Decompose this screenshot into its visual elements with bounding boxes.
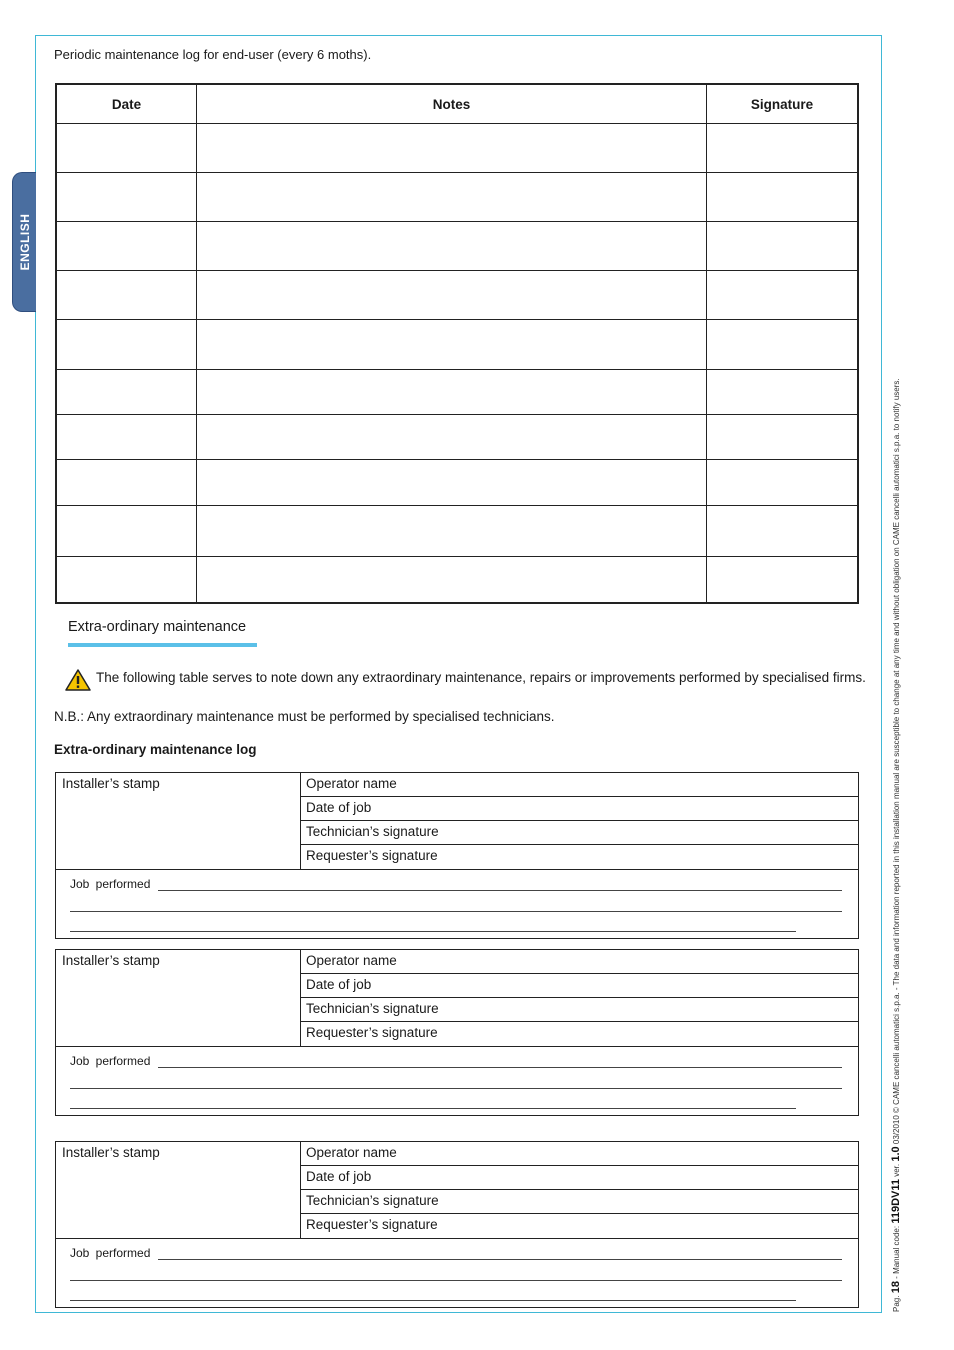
extra-log-title: Extra-ordinary maintenance log bbox=[54, 742, 257, 757]
technician-signature-field[interactable]: Technician’s signature bbox=[301, 998, 858, 1022]
page-prefix: Pag. bbox=[892, 1295, 901, 1312]
notes-cell[interactable] bbox=[197, 271, 707, 320]
technician-signature-field[interactable]: Technician’s signature bbox=[301, 1190, 858, 1214]
job-performed-area[interactable] bbox=[56, 1238, 858, 1307]
extra-maintenance-title: Extra-ordinary maintenance bbox=[68, 619, 247, 635]
notes-cell[interactable] bbox=[197, 506, 707, 557]
date-cell[interactable] bbox=[56, 506, 197, 557]
notes-cell[interactable] bbox=[197, 415, 707, 460]
signature-cell[interactable] bbox=[707, 557, 859, 603]
table-row bbox=[56, 415, 858, 460]
card-fields bbox=[301, 1142, 858, 1238]
operator-name-field[interactable]: Operator name bbox=[301, 950, 858, 974]
job-performed-area[interactable] bbox=[56, 869, 858, 938]
writing-line bbox=[70, 1300, 796, 1301]
nb-note: N.B.: Any extraordinary maintenance must be performed by specialised technicians. bbox=[54, 709, 555, 724]
writing-line bbox=[70, 1088, 842, 1089]
technician-signature-field[interactable]: Technician’s signature bbox=[301, 821, 858, 845]
card-fields bbox=[301, 950, 858, 1046]
manual-code-label: - Manual code: bbox=[892, 1225, 901, 1279]
operator-name-field[interactable]: Operator name bbox=[301, 1142, 858, 1166]
writing-line bbox=[70, 1108, 796, 1109]
date-cell[interactable] bbox=[56, 271, 197, 320]
footer-date: 03/2010 bbox=[892, 1115, 901, 1145]
installer-stamp[interactable]: Installer’s stamp bbox=[56, 950, 301, 1046]
signature-cell[interactable] bbox=[707, 271, 859, 320]
table-row bbox=[56, 370, 858, 415]
page-footer bbox=[890, 378, 902, 1312]
requester-signature-field[interactable]: Requester’s signature bbox=[306, 848, 438, 863]
table-row bbox=[56, 271, 858, 320]
page-number: 18 bbox=[890, 1281, 902, 1294]
requester-signature-field[interactable]: Requester’s signature bbox=[306, 1217, 438, 1232]
card-fields bbox=[301, 773, 858, 869]
signature-cell[interactable] bbox=[707, 173, 859, 222]
copyright-text: © CAME cancelli automatici s.p.a. - The data and information reported in this installation manual are susceptible to change at any time and without obligation on CAME cancelli automatici s.p.a. to notify users. bbox=[892, 378, 901, 1113]
date-of-job-field[interactable]: Date of job bbox=[301, 1166, 858, 1190]
job-performed-label: Job performed bbox=[70, 877, 151, 891]
column-header-date: Date bbox=[56, 84, 197, 124]
table-row bbox=[56, 506, 858, 557]
table-row bbox=[56, 460, 858, 506]
notes-cell[interactable] bbox=[197, 124, 707, 173]
job-performed-label: Job performed bbox=[70, 1054, 151, 1068]
date-cell[interactable] bbox=[56, 370, 197, 415]
notes-cell[interactable] bbox=[197, 173, 707, 222]
column-header-signature: Signature bbox=[707, 84, 859, 124]
language-tab bbox=[12, 172, 36, 312]
table-row bbox=[56, 320, 858, 370]
date-cell[interactable] bbox=[56, 173, 197, 222]
table-row bbox=[56, 557, 858, 603]
warning-text: The following table serves to note down any extraordinary maintenance, repairs or improvements performed by specialised firms. bbox=[96, 670, 866, 685]
maintenance-card bbox=[55, 949, 859, 1116]
notes-cell[interactable] bbox=[197, 557, 707, 603]
date-cell[interactable] bbox=[56, 222, 197, 271]
installer-stamp[interactable]: Installer’s stamp bbox=[56, 1142, 301, 1238]
version: 1.0 bbox=[890, 1146, 902, 1162]
writing-line bbox=[70, 931, 796, 932]
signature-cell[interactable] bbox=[707, 460, 859, 506]
date-cell[interactable] bbox=[56, 557, 197, 603]
writing-line bbox=[158, 890, 842, 891]
signature-cell[interactable] bbox=[707, 370, 859, 415]
notes-cell[interactable] bbox=[197, 320, 707, 370]
maintenance-card bbox=[55, 1141, 859, 1308]
job-performed-label: Job performed bbox=[70, 1246, 151, 1260]
signature-cell[interactable] bbox=[707, 320, 859, 370]
date-cell[interactable] bbox=[56, 460, 197, 506]
date-cell[interactable] bbox=[56, 124, 197, 173]
writing-line bbox=[158, 1067, 842, 1068]
column-header-notes: Notes bbox=[197, 84, 707, 124]
signature-cell[interactable] bbox=[707, 124, 859, 173]
version-label: ver. bbox=[892, 1163, 901, 1177]
date-of-job-field[interactable]: Date of job bbox=[301, 974, 858, 998]
maintenance-card bbox=[55, 772, 859, 939]
requester-signature-field[interactable]: Requester’s signature bbox=[306, 1025, 438, 1040]
language-tab-label: ENGLISH bbox=[17, 213, 32, 271]
title-underline bbox=[68, 643, 257, 647]
signature-cell[interactable] bbox=[707, 222, 859, 271]
notes-cell[interactable] bbox=[197, 222, 707, 271]
job-performed-area[interactable] bbox=[56, 1046, 858, 1115]
date-cell[interactable] bbox=[56, 320, 197, 370]
writing-line bbox=[70, 1280, 842, 1281]
periodic-maintenance-table bbox=[55, 83, 859, 604]
writing-line bbox=[70, 911, 842, 912]
signature-cell[interactable] bbox=[707, 506, 859, 557]
date-of-job-field[interactable]: Date of job bbox=[301, 797, 858, 821]
signature-cell[interactable] bbox=[707, 415, 859, 460]
writing-line bbox=[158, 1259, 842, 1260]
notes-cell[interactable] bbox=[197, 460, 707, 506]
operator-name-field[interactable]: Operator name bbox=[301, 773, 858, 797]
table-row bbox=[56, 124, 858, 173]
intro-text: Periodic maintenance log for end-user (every 6 moths). bbox=[54, 47, 372, 62]
date-cell[interactable] bbox=[56, 415, 197, 460]
notes-cell[interactable] bbox=[197, 370, 707, 415]
manual-code: 119DV11 bbox=[890, 1179, 902, 1224]
installer-stamp[interactable]: Installer’s stamp bbox=[56, 773, 301, 869]
table-row bbox=[56, 173, 858, 222]
table-row bbox=[56, 222, 858, 271]
warning-icon bbox=[64, 668, 92, 692]
